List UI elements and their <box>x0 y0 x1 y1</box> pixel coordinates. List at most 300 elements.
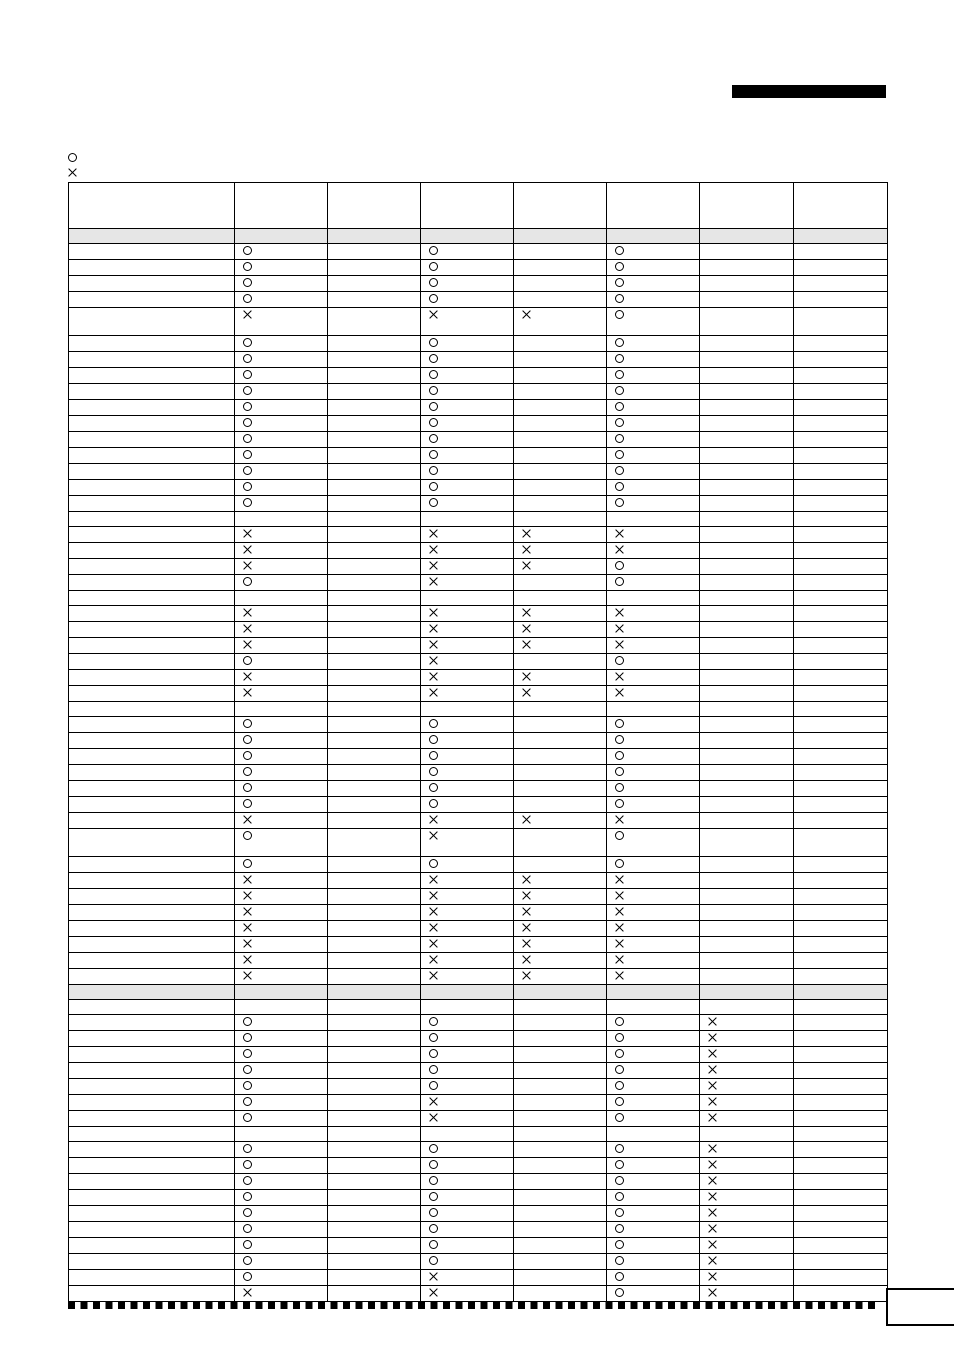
table-cell <box>700 765 794 781</box>
cross-icon <box>429 907 438 916</box>
table-row <box>69 889 888 905</box>
table-cell <box>421 448 514 464</box>
cross-icon <box>429 1288 438 1297</box>
header-cell <box>794 183 888 229</box>
table-cell <box>421 1111 514 1127</box>
table-cell <box>700 873 794 889</box>
table-cell <box>700 244 794 260</box>
compatibility-table <box>68 182 888 1302</box>
table-cell <box>607 1190 700 1206</box>
table-cell <box>69 733 235 749</box>
cross-icon <box>429 561 438 570</box>
cross-icon <box>243 815 252 824</box>
circle-icon <box>615 1256 624 1265</box>
circle-icon <box>615 370 624 379</box>
circle-icon <box>615 799 624 808</box>
table-cell <box>235 432 328 448</box>
table-cell <box>69 1079 235 1095</box>
table-cell <box>421 1174 514 1190</box>
table-row <box>69 559 888 575</box>
table-row <box>69 1079 888 1095</box>
table-cell <box>794 512 888 527</box>
table-cell <box>514 1158 607 1174</box>
table-cell <box>328 1286 421 1302</box>
table-cell <box>69 308 235 336</box>
circle-icon <box>243 1256 252 1265</box>
table-cell <box>235 496 328 512</box>
table-cell <box>421 1190 514 1206</box>
circle-icon <box>243 1272 252 1281</box>
table-row <box>69 765 888 781</box>
table-cell <box>421 1095 514 1111</box>
page-number-box <box>886 1288 954 1326</box>
circle-icon <box>243 735 252 744</box>
circle-icon <box>429 859 438 868</box>
table-cell <box>235 670 328 686</box>
table-cell <box>69 622 235 638</box>
table-row <box>69 733 888 749</box>
circle-icon <box>429 246 438 255</box>
circle-icon <box>429 1176 438 1185</box>
table-cell <box>421 670 514 686</box>
table-cell <box>700 781 794 797</box>
table-cell <box>607 527 700 543</box>
table-cell <box>794 400 888 416</box>
cross-icon <box>429 1097 438 1106</box>
circle-icon <box>243 656 252 665</box>
table-cell <box>514 1079 607 1095</box>
table-row <box>69 336 888 352</box>
table-row <box>69 749 888 765</box>
table-cell <box>794 969 888 985</box>
table-cell <box>328 480 421 496</box>
table-cell <box>514 527 607 543</box>
cross-icon <box>615 923 624 932</box>
table-cell <box>328 591 421 606</box>
table-cell <box>421 244 514 260</box>
table-cell <box>514 857 607 873</box>
table-row <box>69 857 888 873</box>
table-cell <box>700 308 794 336</box>
table-cell <box>607 308 700 336</box>
circle-icon <box>243 1033 252 1042</box>
table-cell <box>607 400 700 416</box>
cross-icon <box>243 955 252 964</box>
cross-icon <box>429 545 438 554</box>
table-cell <box>69 1286 235 1302</box>
circle-icon <box>615 1224 624 1233</box>
cross-icon <box>708 1160 717 1169</box>
table-cell <box>421 1270 514 1286</box>
cross-icon <box>429 815 438 824</box>
table-cell <box>607 229 700 244</box>
table-cell <box>794 813 888 829</box>
circle-icon <box>429 719 438 728</box>
table-cell <box>794 733 888 749</box>
table-cell <box>421 857 514 873</box>
table-cell <box>328 512 421 527</box>
circle-icon <box>615 1208 624 1217</box>
table-cell <box>235 1286 328 1302</box>
table-cell <box>421 575 514 591</box>
table-row <box>69 829 888 857</box>
table-cell <box>235 276 328 292</box>
table-cell <box>514 260 607 276</box>
table-cell <box>421 292 514 308</box>
cross-icon <box>429 608 438 617</box>
table-cell <box>235 575 328 591</box>
table-cell <box>69 813 235 829</box>
table-cell <box>69 1095 235 1111</box>
table-cell <box>794 1254 888 1270</box>
circle-icon <box>615 294 624 303</box>
table-cell <box>794 464 888 480</box>
circle-icon <box>615 1176 624 1185</box>
table-cell <box>700 496 794 512</box>
cross-icon <box>67 166 77 176</box>
cross-icon <box>243 545 252 554</box>
table-cell <box>794 889 888 905</box>
table-cell <box>328 1254 421 1270</box>
table-cell <box>794 575 888 591</box>
table-cell <box>421 432 514 448</box>
cross-icon <box>522 688 531 697</box>
table-cell <box>514 781 607 797</box>
circle-icon <box>615 1049 624 1058</box>
table-cell <box>421 276 514 292</box>
circle-icon <box>429 799 438 808</box>
table-cell <box>700 1222 794 1238</box>
cross-icon <box>522 891 531 900</box>
table-cell <box>700 1047 794 1063</box>
table-cell <box>235 1158 328 1174</box>
table-cell <box>607 276 700 292</box>
header-cell <box>607 183 700 229</box>
cross-icon <box>243 640 252 649</box>
table-cell <box>794 1142 888 1158</box>
circle-icon <box>429 1160 438 1169</box>
circle-icon <box>243 799 252 808</box>
table-cell <box>235 1142 328 1158</box>
table-cell <box>328 1142 421 1158</box>
table-cell <box>235 292 328 308</box>
table-cell <box>421 765 514 781</box>
table-cell <box>421 889 514 905</box>
header-cell <box>514 183 607 229</box>
table-cell <box>607 244 700 260</box>
table-cell <box>514 953 607 969</box>
table-cell <box>794 1158 888 1174</box>
table-cell <box>328 654 421 670</box>
table-cell <box>69 1111 235 1127</box>
table-cell <box>235 654 328 670</box>
table-cell <box>607 985 700 1000</box>
circle-icon <box>243 1208 252 1217</box>
circle-icon <box>615 450 624 459</box>
header-cell <box>700 183 794 229</box>
table-cell <box>514 229 607 244</box>
table-cell <box>700 591 794 606</box>
table-cell <box>794 244 888 260</box>
table-cell <box>607 1079 700 1095</box>
table-cell <box>607 937 700 953</box>
cross-icon <box>708 1049 717 1058</box>
table-cell <box>421 797 514 813</box>
table-cell <box>69 921 235 937</box>
cross-icon <box>243 672 252 681</box>
table-cell <box>514 1174 607 1190</box>
table-cell <box>69 400 235 416</box>
circle-icon <box>429 354 438 363</box>
cross-icon <box>243 310 252 319</box>
circle-icon <box>429 370 438 379</box>
table-cell <box>514 1254 607 1270</box>
table-cell <box>69 1158 235 1174</box>
table-cell <box>69 1000 235 1015</box>
circle-icon <box>615 1017 624 1026</box>
table-cell <box>421 1000 514 1015</box>
cross-icon <box>243 875 252 884</box>
cross-icon <box>429 672 438 681</box>
table-cell <box>421 921 514 937</box>
table-cell <box>69 829 235 857</box>
table-cell <box>328 1238 421 1254</box>
table-cell <box>514 496 607 512</box>
cross-icon <box>615 815 624 824</box>
table-cell <box>421 733 514 749</box>
table-cell <box>607 829 700 857</box>
table-cell <box>794 686 888 702</box>
table-cell <box>514 384 607 400</box>
legend-circle <box>67 149 77 163</box>
table-cell <box>700 276 794 292</box>
cross-icon <box>429 1113 438 1122</box>
cross-icon <box>522 624 531 633</box>
table-cell <box>794 352 888 368</box>
table-cell <box>69 873 235 889</box>
circle-icon <box>243 1065 252 1074</box>
table-cell <box>514 1127 607 1142</box>
circle-icon <box>243 767 252 776</box>
table-cell <box>328 1222 421 1238</box>
table-cell <box>421 969 514 985</box>
circle-icon <box>429 262 438 271</box>
table-cell <box>700 1079 794 1095</box>
table-row <box>69 512 888 527</box>
table-cell <box>794 448 888 464</box>
table-cell <box>607 813 700 829</box>
cross-icon <box>615 545 624 554</box>
table-cell <box>607 686 700 702</box>
table-cell <box>700 336 794 352</box>
table-cell <box>328 543 421 559</box>
table-cell <box>700 1111 794 1127</box>
cross-icon <box>708 1097 717 1106</box>
circle-icon <box>243 1160 252 1169</box>
table-row <box>69 352 888 368</box>
table-cell <box>700 953 794 969</box>
table-cell <box>514 559 607 575</box>
table-cell <box>328 352 421 368</box>
cross-icon <box>522 815 531 824</box>
circle-icon <box>615 1272 624 1281</box>
table-cell <box>607 1158 700 1174</box>
table-cell <box>69 276 235 292</box>
table-cell <box>794 543 888 559</box>
circle-icon <box>243 354 252 363</box>
cross-icon <box>429 923 438 932</box>
table-cell <box>607 670 700 686</box>
table-row <box>69 1111 888 1127</box>
cross-icon <box>243 939 252 948</box>
table-cell <box>514 575 607 591</box>
table-cell <box>700 905 794 921</box>
table-cell <box>700 717 794 733</box>
table-cell <box>328 1015 421 1031</box>
cross-icon <box>615 688 624 697</box>
circle-icon <box>615 338 624 347</box>
table-cell <box>607 448 700 464</box>
cross-icon <box>429 310 438 319</box>
table-cell <box>607 559 700 575</box>
table-cell <box>69 336 235 352</box>
table-row <box>69 1158 888 1174</box>
table-cell <box>328 368 421 384</box>
table-cell <box>69 969 235 985</box>
table-cell <box>328 416 421 432</box>
table-cell <box>69 416 235 432</box>
table-cell <box>235 857 328 873</box>
cross-icon <box>522 310 531 319</box>
table-cell <box>607 921 700 937</box>
table-cell <box>794 985 888 1000</box>
table-cell <box>328 985 421 1000</box>
table-cell <box>69 985 235 1000</box>
table-cell <box>235 1000 328 1015</box>
circle-icon <box>429 450 438 459</box>
cross-icon <box>615 939 624 948</box>
table-row <box>69 591 888 606</box>
table-cell <box>514 702 607 717</box>
table-cell <box>794 1190 888 1206</box>
table-row <box>69 937 888 953</box>
table-cell <box>514 606 607 622</box>
table-row <box>69 1063 888 1079</box>
table-cell <box>607 1270 700 1286</box>
table-cell <box>607 1238 700 1254</box>
cross-icon <box>522 955 531 964</box>
cross-icon <box>615 875 624 884</box>
circle-icon <box>429 294 438 303</box>
table-cell <box>69 1254 235 1270</box>
table-cell <box>700 1254 794 1270</box>
table-cell <box>69 1063 235 1079</box>
table-cell <box>514 448 607 464</box>
table-cell <box>421 1079 514 1095</box>
table-row <box>69 781 888 797</box>
table-cell <box>514 889 607 905</box>
circle-icon <box>615 1097 624 1106</box>
table-cell <box>328 575 421 591</box>
table-cell <box>235 384 328 400</box>
circle-icon <box>615 466 624 475</box>
cross-icon <box>522 923 531 932</box>
table-cell <box>607 512 700 527</box>
table-cell <box>514 1095 607 1111</box>
table-row <box>69 953 888 969</box>
table-cell <box>514 400 607 416</box>
table-row <box>69 797 888 813</box>
table-cell <box>514 244 607 260</box>
table-row <box>69 638 888 654</box>
table-cell <box>328 308 421 336</box>
table-row <box>69 527 888 543</box>
table-cell <box>328 1095 421 1111</box>
table-cell <box>700 448 794 464</box>
table-cell <box>794 276 888 292</box>
table-cell <box>794 781 888 797</box>
table-cell <box>607 1031 700 1047</box>
table-cell <box>69 384 235 400</box>
table-row <box>69 276 888 292</box>
table-cell <box>700 229 794 244</box>
table-cell <box>514 352 607 368</box>
table-cell <box>421 1142 514 1158</box>
circle-icon <box>429 1192 438 1201</box>
table-cell <box>514 905 607 921</box>
table-row <box>69 1047 888 1063</box>
table-cell <box>235 543 328 559</box>
table-cell <box>700 969 794 985</box>
table-cell <box>69 702 235 717</box>
table-cell <box>514 308 607 336</box>
table-cell <box>328 384 421 400</box>
cross-icon <box>615 955 624 964</box>
cross-icon <box>429 875 438 884</box>
table-cell <box>700 686 794 702</box>
cross-icon <box>522 971 531 980</box>
table-row <box>69 292 888 308</box>
table-cell <box>421 260 514 276</box>
table-cell <box>514 416 607 432</box>
cross-icon <box>708 1240 717 1249</box>
table-cell <box>69 260 235 276</box>
table-cell <box>794 1270 888 1286</box>
cross-icon <box>522 939 531 948</box>
table-cell <box>794 496 888 512</box>
table-row <box>69 480 888 496</box>
table-cell <box>794 638 888 654</box>
table-cell <box>235 260 328 276</box>
table-cell <box>794 480 888 496</box>
table-cell <box>328 670 421 686</box>
table-cell <box>794 292 888 308</box>
table-cell <box>421 953 514 969</box>
table-cell <box>514 829 607 857</box>
table-cell <box>328 873 421 889</box>
circle-icon <box>615 561 624 570</box>
table-cell <box>700 575 794 591</box>
circle-icon <box>243 466 252 475</box>
table-cell <box>514 622 607 638</box>
table-row <box>69 686 888 702</box>
table-row <box>69 244 888 260</box>
circle-icon <box>615 656 624 665</box>
table-cell <box>69 432 235 448</box>
table-row <box>69 416 888 432</box>
table-cell <box>421 1254 514 1270</box>
table-cell <box>328 622 421 638</box>
